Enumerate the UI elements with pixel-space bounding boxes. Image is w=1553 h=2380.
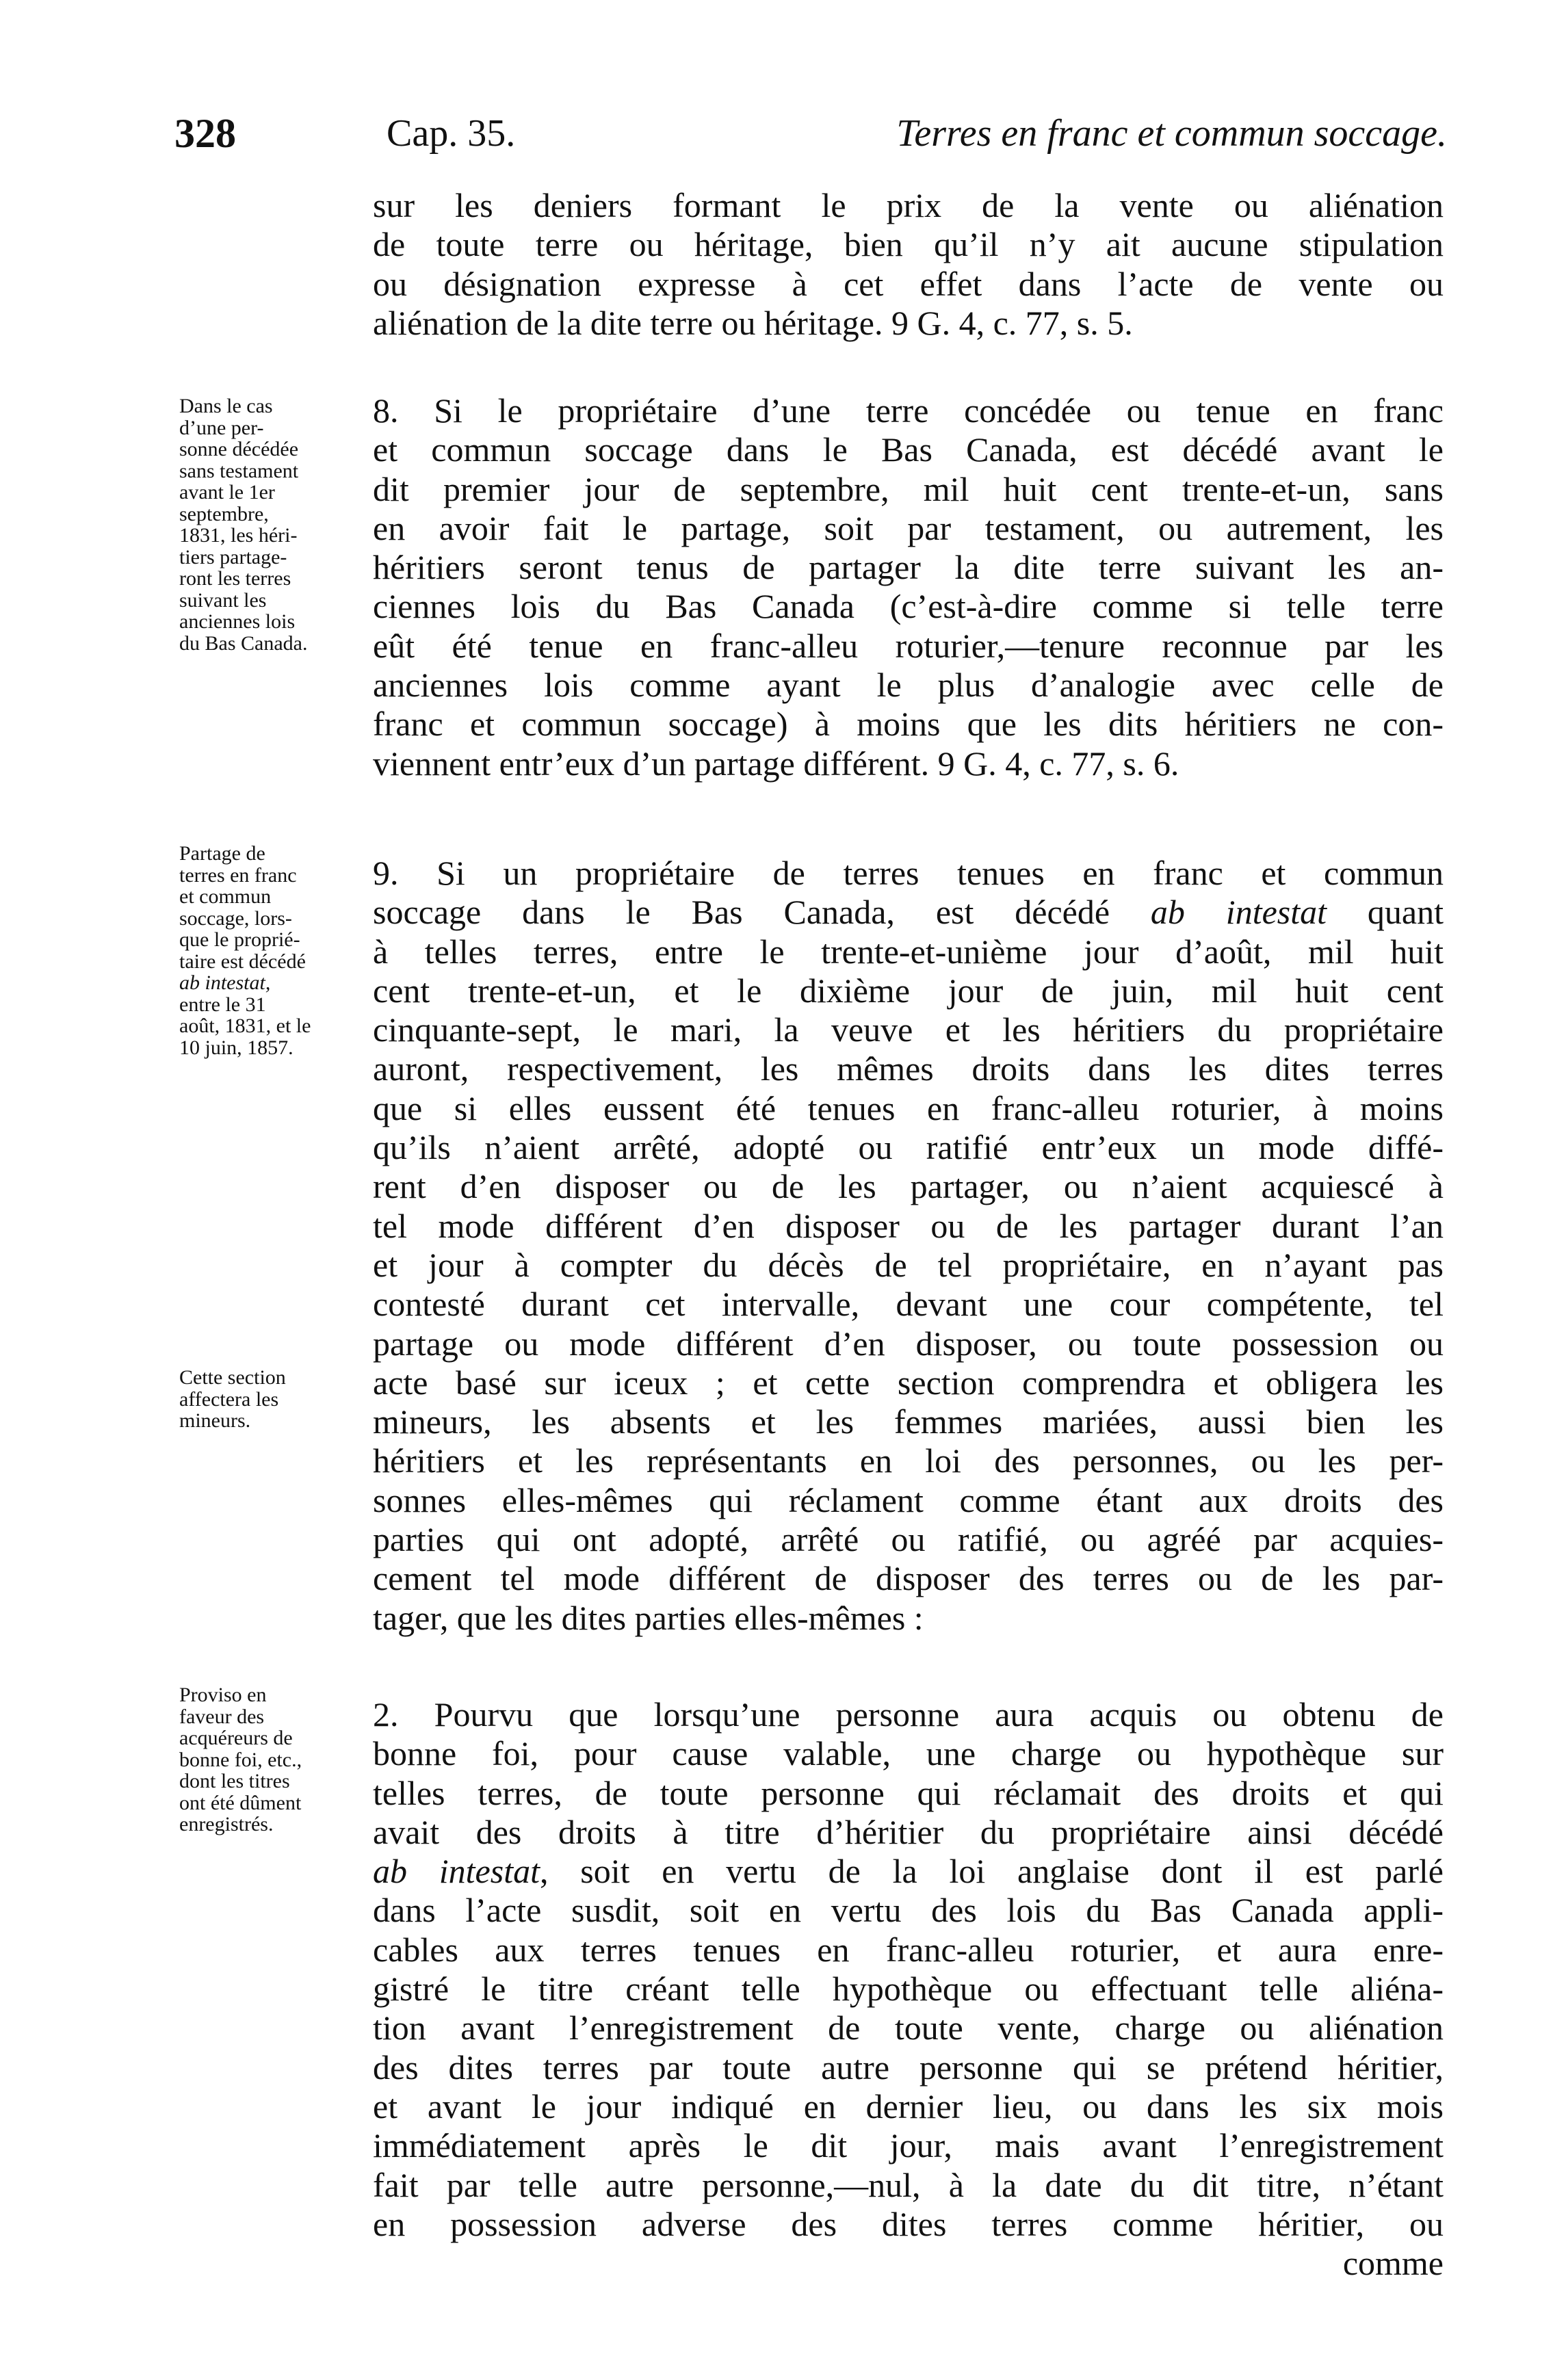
- margin-note-section-8: [179, 395, 378, 654]
- margin-line: dont les titres: [179, 1770, 290, 1792]
- margin-line: d’une per-: [179, 416, 264, 439]
- margin-line: 10 juin, 1857.: [179, 1036, 293, 1059]
- margin-line: affectera les: [179, 1387, 279, 1411]
- text-line: avait des droits à titre d’héritier du propriétaire ainsi décédé: [373, 1812, 1444, 1851]
- text-line: eût été tenue en franc-alleu roturier,—tenure reconnue par les: [373, 626, 1444, 665]
- margin-line: avant le 1er: [179, 481, 275, 504]
- text-line: partage ou mode différent d’en disposer, ou toute possession ou: [373, 1324, 1444, 1363]
- margin-line: terres en franc: [179, 863, 297, 887]
- text-line: en avoir fait le partage, soit par testament, ou autrement, les: [373, 508, 1444, 547]
- text-line: et jour à compter du décès de tel propriétaire, en n’ayant pas: [373, 1245, 1444, 1284]
- text-line: ou désignation expresse à cet effet dans l’acte de vente ou: [373, 264, 1444, 303]
- margin-line: Proviso en: [179, 1684, 267, 1706]
- text-line: qu’ils n’aient arrêté, adopté ou ratifié entr’eux un mode diffé-: [373, 1128, 1444, 1167]
- text-line: franc et commun soccage) à moins que les dits héritiers ne con-: [373, 705, 1444, 744]
- running-title: Terres en franc et commun soccage.: [896, 112, 1447, 155]
- margin-line: faveur des: [179, 1705, 265, 1728]
- margin-line: sans testament: [179, 459, 299, 482]
- margin-line: 1831, les héri-: [179, 524, 298, 547]
- intro-paragraph: [373, 186, 1444, 343]
- text-line: cables aux terres tenues en franc-alleu roturier, et aura enre-: [373, 1930, 1444, 1969]
- text-line: mineurs, les absents et les femmes mariées, aussi bien les: [373, 1402, 1444, 1441]
- text-line: et avant le jour indiqué en dernier lieu, ou dans les six mois: [373, 2087, 1444, 2126]
- subsection-2-paragraph: [373, 1695, 1444, 2283]
- margin-line: mineurs.: [179, 1409, 251, 1432]
- margin-line: que le proprié-: [179, 928, 300, 951]
- text-line: sur les deniers formant le prix de la vente ou aliénation: [373, 186, 1444, 224]
- margin-line: Dans le cas: [179, 395, 273, 417]
- text-line: immédiatement après le dit jour, mais avant l’enregistrement: [373, 2126, 1444, 2165]
- text-line: cinquante-sept, le mari, la veuve et les héritiers du propriétaire: [373, 1010, 1444, 1049]
- text-line: 2. Pourvu que lorsqu’une personne aura acquis ou obtenu de: [373, 1695, 1444, 1734]
- catchword: comme: [1342, 2244, 1444, 2283]
- margin-line: suivant les: [179, 588, 267, 612]
- margin-line: enregistrés.: [179, 1813, 274, 1835]
- margin-line: tiers partage-: [179, 545, 287, 568]
- text-line: héritiers et les représentants en loi des personnes, ou les per-: [373, 1441, 1444, 1480]
- text-line: dit premier jour de septembre, mil huit cent trente-et-un, sans: [373, 469, 1444, 508]
- section-8-paragraph: [373, 391, 1444, 783]
- margin-line: Partage de: [179, 842, 265, 865]
- text-line: fait par telle autre personne,—nul, à la date du dit titre, n’étant: [373, 2165, 1444, 2204]
- text-line: héritiers seront tenus de partager la dite terre suivant les an-: [373, 548, 1444, 587]
- text-line: telles terres, de toute personne qui réclamait des droits et qui: [373, 1773, 1444, 1812]
- text-line: ciennes lois du Bas Canada (c’est-à-dire comme si telle terre: [373, 587, 1444, 626]
- margin-line: Cette section: [179, 1366, 286, 1389]
- text-line: 9. Si un propriétaire de terres tenues en franc et commun: [373, 854, 1444, 892]
- chapter-label: Cap. 35.: [387, 112, 516, 155]
- margin-line: soccage, lors-: [179, 906, 292, 930]
- margin-line: ab intestat,: [179, 971, 271, 994]
- text-line: dans l’acte susdit, soit en vertu des lois du Bas Canada appli-: [373, 1891, 1444, 1930]
- text-line: viennent entr’eux d’un partage différent. 9 G. 4, c. 77, s. 6.: [373, 744, 1179, 783]
- text-line: sonnes elles-mêmes qui réclament comme étant aux droits des: [373, 1480, 1444, 1519]
- text-line: parties qui ont adopté, arrêté ou ratifié, ou agréé par acquies-: [373, 1520, 1444, 1559]
- text-line: ab intestat, soit en vertu de la loi anglaise dont il est parlé: [373, 1852, 1444, 1891]
- text-line: rent d’en disposer ou de les partager, ou n’aient acquiescé à: [373, 1167, 1444, 1206]
- margin-note-proviso: [179, 1684, 378, 1835]
- margin-line: août, 1831, et le: [179, 1015, 311, 1037]
- text-line: et commun soccage dans le Bas Canada, est décédé avant le: [373, 430, 1444, 469]
- margin-line: ront les terres: [179, 567, 291, 590]
- margin-note-section-9: [179, 843, 378, 1058]
- margin-line: du Bas Canada.: [179, 631, 308, 655]
- page-header: [174, 103, 1447, 164]
- margin-line: bonne foi, etc.,: [179, 1748, 302, 1771]
- text-line: gistré le titre créant telle hypothèque ou effectuant telle aliéna-: [373, 1970, 1444, 2009]
- page-number: 328: [174, 111, 236, 156]
- text-line: en possession adverse des dites terres comme héritier, ou: [373, 2204, 1444, 2243]
- text-line: bonne foi, pour cause valable, une charge ou hypothèque sur: [373, 1734, 1444, 1773]
- margin-note-minors: [179, 1367, 378, 1432]
- margin-line: entre le 31: [179, 993, 266, 1016]
- text-line: que si elles eussent été tenues en franc-alleu roturier, à moins: [373, 1088, 1444, 1127]
- text-line: aliénation de la dite terre ou héritage. 9 G. 4, c. 77, s. 5.: [373, 303, 1133, 342]
- margin-line: septembre,: [179, 502, 269, 525]
- margin-line: et commun: [179, 885, 272, 908]
- text-line: tion avant l’enregistrement de toute vente, charge ou aliénation: [373, 2009, 1444, 2048]
- text-line: de toute terre ou héritage, bien qu’il n’y ait aucune stipulation: [373, 225, 1444, 264]
- margin-line: sonne décédée: [179, 438, 299, 460]
- text-line: à telles terres, entre le trente-et-unième jour d’août, mil huit: [373, 932, 1444, 971]
- text-line: acte basé sur iceux ; et cette section comprendra et obligera les: [373, 1363, 1444, 1402]
- margin-line: acquéreurs de: [179, 1727, 293, 1749]
- text-line: anciennes lois comme ayant le plus d’analogie avec celle de: [373, 666, 1444, 705]
- text-line: 8. Si le propriétaire d’une terre concédée ou tenue en franc: [373, 391, 1444, 430]
- text-line: auront, respectivement, les mêmes droits dans les dites terres: [373, 1049, 1444, 1088]
- text-line: tel mode différent d’en disposer ou de les partager durant l’an: [373, 1206, 1444, 1245]
- section-9-paragraph: [373, 854, 1444, 1638]
- ab-intestat-italic: ab intestat: [373, 1852, 540, 1891]
- text-line: cement tel mode différent de disposer des terres ou de les par-: [373, 1559, 1444, 1598]
- text-line: contesté durant cet intervalle, devant une cour compétente, tel: [373, 1285, 1444, 1324]
- margin-line: anciennes lois: [179, 610, 296, 633]
- text-line: soccage dans le Bas Canada, est décédé ab intestat quant: [373, 893, 1444, 932]
- margin-line: taire est décédé: [179, 950, 306, 973]
- text-line: cent trente-et-un, et le dixième jour de juin, mil huit cent: [373, 971, 1444, 1010]
- text-line: tager, que les dites parties elles-mêmes :: [373, 1598, 924, 1637]
- text-line: des dites terres par toute autre personne qui se prétend héritier,: [373, 2048, 1444, 2087]
- margin-line: ont été dûment: [179, 1791, 302, 1814]
- ab-intestat-italic: ab intestat: [1150, 893, 1327, 932]
